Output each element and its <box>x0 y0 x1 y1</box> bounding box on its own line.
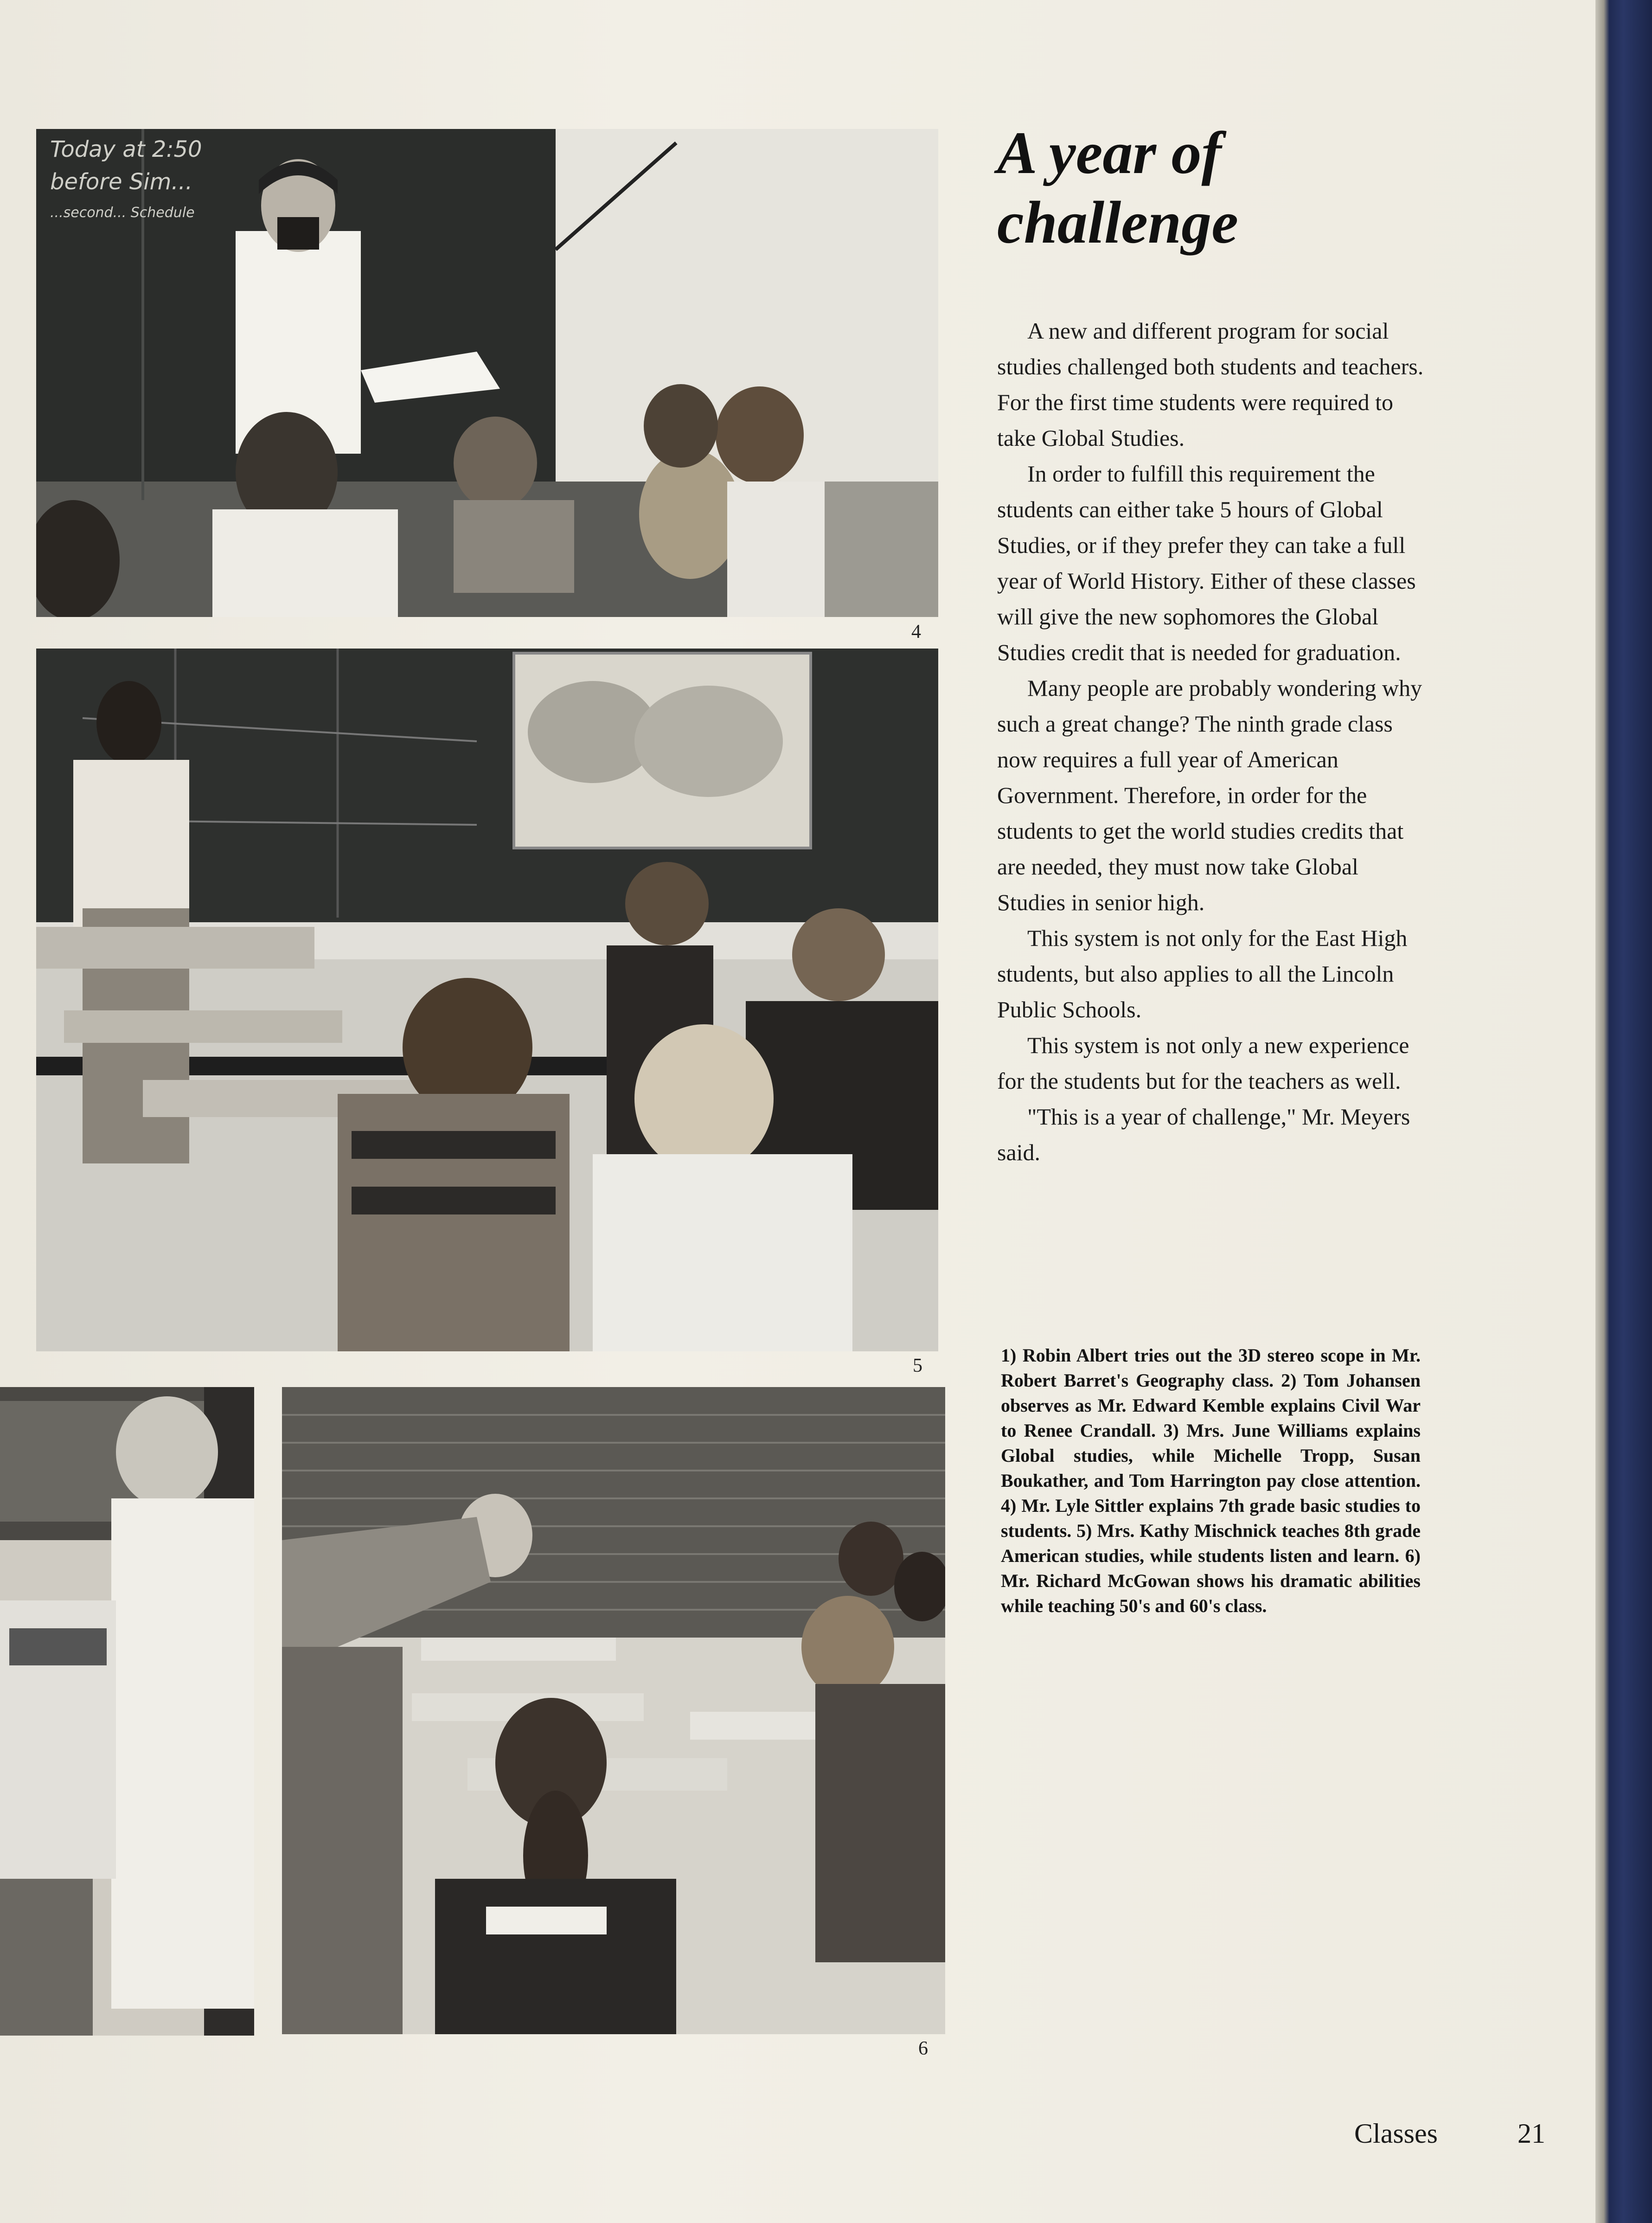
photo-classroom-map <box>36 649 938 1351</box>
headline-line-2: challenge <box>997 189 1238 256</box>
photo-number-6: 6 <box>918 2038 928 2059</box>
photo-captions: 1) Robin Albert tries out the 3D stereo scope in Mr. Robert Barret's Geography class. 2) Tom Johansen observes as Mr. Edward Kemble explains Civil War to Renee Crandall. 3) Mrs. June Williams explains Global studies, while Michelle Tropp, Susan Boukather, and Tom Harrington pay close attention. 4) Mr. Lyle Sittler explains 7th grade basic studies to students. 5) Mrs. Kathy Mischnick teaches 8th grade American studies, while students listen and learn. 6) Mr. Richard McGowan shows his dramatic abilities while teaching 50's and 60's class. <box>1001 1345 1421 1616</box>
headline-line-1: A year of <box>997 120 1222 186</box>
body-paragraph: In order to fulfill this requirement the students can either take 5 hours of Global Studies, or if they prefer they can take a full year of World History. Either of these classes will give the new sophomores the Global Studies credit that is needed for graduation. <box>997 461 1416 665</box>
book-binding-edge <box>1595 0 1652 2223</box>
chalk-writing-1: Today at 2:50 <box>50 136 202 162</box>
chalk-writing-2: before Sim... <box>50 169 193 195</box>
photo-teacher-chalkboard <box>36 129 938 617</box>
photo-number-5: 5 <box>913 1355 922 1376</box>
body-paragraph: "This is a year of challenge," Mr. Meyers said. <box>997 1104 1410 1165</box>
headline <box>997 118 1507 257</box>
body-paragraph: Many people are probably wondering why such a great change? The ninth grade class now requires a full year of American Government. Therefore, in order for the students to get the world studies credits that are needed, they must now take Global Studies in senior high. <box>997 675 1422 915</box>
photo-teacher-bending <box>282 1387 945 2034</box>
page-number: 21 <box>1518 2118 1545 2149</box>
article-body <box>997 313 1428 1170</box>
photo-number-4: 4 <box>911 621 921 642</box>
body-paragraph: This system is not only a new experience for the students but for the teachers as well. <box>997 1032 1409 1094</box>
body-paragraph: This system is not only for the East High students, but also applies to all the Lincoln Public Schools. <box>997 925 1408 1022</box>
section-label: Classes <box>1354 2118 1438 2149</box>
body-paragraph: A new and different program for social studies challenged both students and teachers. For the first time students were required to take Global Studies. <box>997 318 1424 451</box>
chalk-writing-3: ...second... Schedule <box>50 205 195 221</box>
photo-teacher-projector <box>0 1387 254 2036</box>
